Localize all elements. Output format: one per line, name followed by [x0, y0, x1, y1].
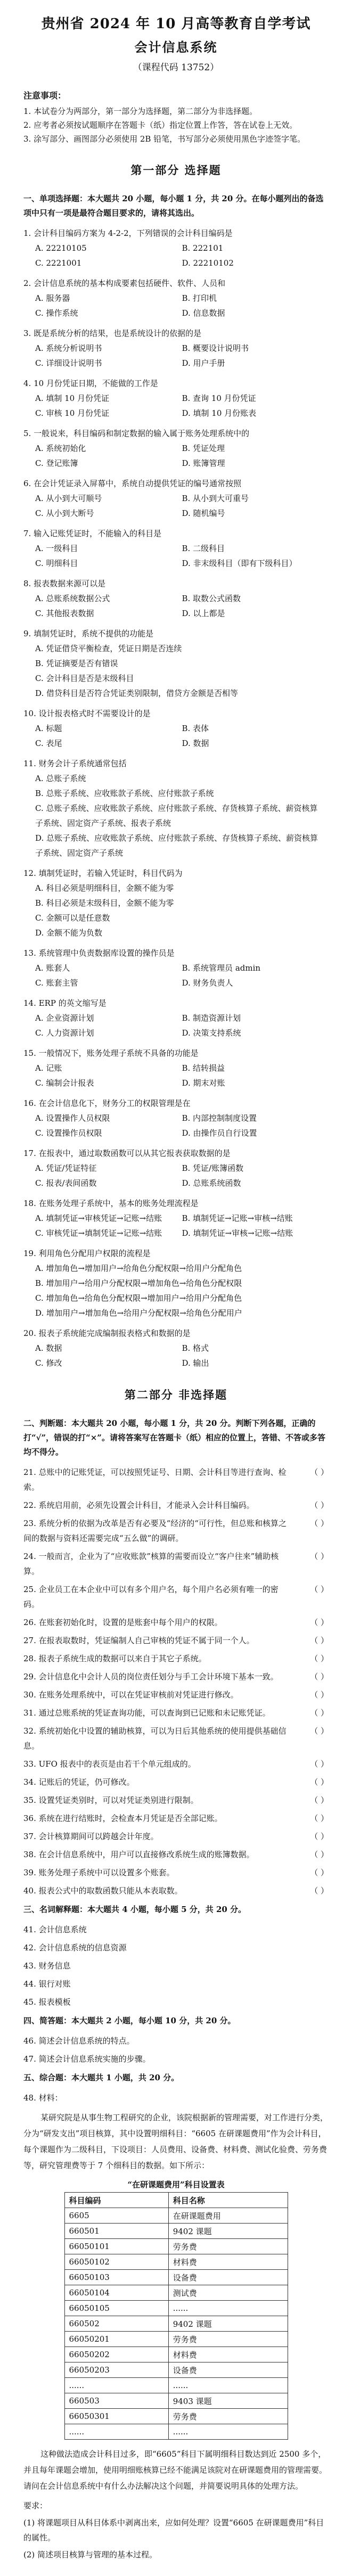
account-name-cell: 劳务费: [168, 2239, 288, 2254]
account-code-cell: 66050104: [64, 2285, 168, 2301]
option: B. 结转损益: [182, 1063, 225, 1073]
question-stem: 17. 在报表中，通过取数函数可以从其它报表获取数据的是: [23, 1148, 231, 1158]
option: D. 数据: [182, 739, 209, 748]
question-stem: 8. 报表数据来源可以是: [23, 579, 106, 588]
option-group: [23, 541, 329, 571]
option: B. 科目必须是末级科目，金额不能为零: [35, 898, 174, 908]
tf-statement: 21. 总账中的记账凭证，可以按照凭证号、日期、会计科目等进行查询、检索。: [23, 1467, 286, 1492]
question-stem: 19. 利用角色分配用户权限的流程是: [23, 1249, 151, 1258]
option: C. 详细设计说明书: [35, 358, 102, 368]
short-question: 46. 简述会计信息系统的特点。: [23, 2036, 135, 2046]
option: B. 制造资源计划: [182, 1013, 241, 1023]
account-code-cell: 660502: [64, 2316, 168, 2332]
option-group: [23, 961, 329, 990]
tf-item: [23, 1757, 329, 1771]
option: A. 从小到大可顺号: [35, 494, 102, 503]
option: A. 科目必须是明细科目，金额不能为零: [35, 883, 174, 893]
question-block: [23, 1146, 329, 1191]
short-list: [23, 2033, 329, 2066]
question-block: [23, 1246, 329, 1320]
question-stem: 5. 一般说来，科目编码和制定数据的输入属于账务处理系统中的: [23, 429, 250, 438]
question-block: [23, 326, 329, 371]
account-name-cell: ......: [168, 2424, 288, 2440]
option: D. 决策支持系统: [182, 1028, 241, 1038]
question-stem: 13. 系统管理中负责数据库设置的操作员是: [23, 948, 175, 958]
tf-item: [23, 1498, 329, 1513]
notice-list: [23, 104, 329, 146]
option: C. 总账子系统、应收账款子系统、应付账款子系统、存货核算子系统、薪资核算子系统、固定资产子系统、报表子系统: [35, 803, 318, 828]
option: D. 输出: [182, 1358, 209, 1368]
option-group: [23, 1211, 329, 1241]
account-code-cell: 66050102: [64, 2254, 168, 2270]
option: A. 一级科目: [35, 544, 78, 553]
tf-statement: 26. 在账套初始化时，设置的是账套中每个用户的权限。: [23, 1618, 223, 1627]
question-stem: 20. 报表子系统能完成编制报表格式和数据的是: [23, 1328, 191, 1338]
option: D. 信息数据: [182, 308, 225, 318]
option: B. 凭证/账簿函数: [182, 1163, 244, 1173]
tf-item: [23, 1669, 329, 1684]
requirements-title: 要求：: [23, 2501, 48, 2511]
tf-item: [23, 1865, 329, 1880]
option: D. 22210102: [182, 258, 234, 268]
option-group: [23, 771, 329, 860]
option: A. 填制凭证→审核凭证→记账→结账: [35, 1213, 162, 1223]
option: D. 以上都是: [182, 609, 225, 618]
tf-statement: 30. 在账务处理系统中，可以在凭证审核前对凭证进行修改。: [23, 1690, 239, 1700]
case-section-header: 五、综合题：本大题共 1 小题，共 20 分。: [23, 2073, 179, 2082]
account-code-cell: 6605: [64, 2208, 168, 2224]
option-group: [23, 591, 329, 621]
terms-list: [23, 1922, 329, 2009]
question-stem: 2. 会计信息系统的基本构成要素包括硬件、软件、人员和: [23, 278, 226, 288]
question-block: [23, 1196, 329, 1241]
option: B. 二级科目: [182, 544, 225, 553]
requirement-item: (2) 简述项目核算与管理的基本过程。: [23, 2550, 158, 2559]
option: C. 操作系统: [35, 308, 78, 318]
tf-statement: 35. 设置凭证类别时，可以对凭证类别进行限制。: [23, 1795, 199, 1805]
question-block: [23, 1096, 329, 1141]
table-row: [64, 2424, 288, 2440]
option: A. 系统分析说明书: [35, 343, 102, 353]
question-stem: 12. 填制凭证时，若输入凭证时，科目代码为: [23, 868, 183, 878]
option: B. 内部控制制度设置: [182, 1113, 257, 1123]
answer-bracket: （ ）: [310, 1690, 329, 1700]
option-group: [23, 881, 329, 940]
option: D. 财务负责人: [182, 978, 233, 988]
question-block: [23, 1326, 329, 1371]
option: C. 金额可以是任意数: [35, 913, 110, 923]
option: D. 期末对账: [182, 1078, 225, 1088]
account-name-cell: 在研课题费用: [168, 2208, 288, 2224]
account-code-cell: 66050101: [64, 2239, 168, 2254]
answer-bracket: （ ）: [310, 1636, 329, 1645]
account-name-cell: 设备费: [168, 2270, 288, 2285]
answer-bracket: （ ）: [310, 1726, 329, 1736]
term-item: 43. 财务信息: [23, 1961, 71, 1971]
option: C. 审核 10 月份凭证: [35, 408, 110, 418]
question-stem: 4. 10 月份凭证日期，不能做的工作是: [23, 379, 158, 388]
option: A. 填制 10 月份凭证: [35, 393, 109, 403]
course-title: 会计信息系统: [134, 39, 218, 55]
question-block: [23, 426, 329, 471]
option: C. 明细科目: [35, 559, 78, 568]
tf-item: [23, 1582, 329, 1612]
option-group: [23, 1061, 329, 1090]
option: C. 增加角色→给角色分配权限→增加用户→给用户分配角色: [35, 1293, 242, 1303]
option: D. 非末级科目（即有下级科目）: [182, 559, 297, 568]
table-header-code: 科目编码: [64, 2193, 168, 2208]
option: C. 编制会计报表: [35, 1078, 94, 1088]
option: A. 凭证/凭证特征: [35, 1163, 97, 1173]
option-group: [23, 341, 329, 371]
option: B. 取数公式函数: [182, 594, 241, 603]
question-stem: 9. 填制凭证时，系统不提供的功能是: [23, 629, 154, 638]
account-name-cell: 材料费: [168, 2347, 288, 2362]
part1-title: 第一部分 选择题: [130, 163, 222, 177]
option-group: [23, 441, 329, 471]
option-group: [23, 1161, 329, 1191]
answer-bracket: （ ）: [310, 1618, 329, 1627]
tf-section-header: 二、判断题：本大题共 20 小题，每小题 1 分，共 20 分。判断下列各题，正确的打“√”，错误的打“×”。请将答案写在答题卡（纸）相应的位置上，答错、不答或多答均不得分。: [23, 1418, 325, 1457]
term-item: 42. 会计信息系统的信息资源: [23, 1943, 127, 1952]
question-stem: 11. 财务会计子系统通常包括: [23, 759, 127, 768]
option-group: [23, 291, 329, 321]
account-name-cell: 测试费: [168, 2285, 288, 2301]
tf-statement: 23. 系统分析的依据为改革是否有必要及“经济的“可行性，但总账和核算之间的数据与资料还需要完成“五么做”的调研。: [23, 1519, 286, 1543]
option: B. 查询 10 月份凭证: [182, 393, 256, 403]
option: C. 登记账簿: [35, 458, 78, 468]
answer-bracket: （ ）: [310, 1519, 329, 1528]
option: D. 用户手册: [182, 358, 225, 368]
table-row: [64, 2332, 288, 2347]
option: C. 设置操作员权限: [35, 1128, 102, 1138]
option: C. 2221001: [35, 258, 82, 268]
option: A. 账套人: [35, 963, 70, 973]
option: B. 增加用户→给用户分配权限→增加角色→给角色分配权限: [35, 1278, 242, 1288]
option: B. 填制凭证→记账→审核→结账: [182, 1213, 293, 1223]
tf-item: [23, 1847, 329, 1862]
table-row: [64, 2254, 288, 2270]
option: A. 总账子系统: [35, 774, 86, 783]
answer-bracket: （ ）: [310, 1654, 329, 1663]
option: D. 借贷科目是否符合凭证类别限制，借贷方金额是否相等: [35, 688, 239, 698]
account-code-cell: 66050203: [64, 2362, 168, 2378]
requirements-list: [23, 2515, 329, 2562]
option: D. 总账系统函数: [182, 1178, 241, 1188]
option: A. 设置操作人员权限: [35, 1113, 110, 1123]
account-code-cell: 660503: [64, 2393, 168, 2409]
table-row: [64, 2239, 288, 2254]
question-block: [23, 866, 329, 940]
question-block: [23, 706, 329, 751]
account-code-cell: 66050201: [64, 2332, 168, 2347]
option: A. 数据: [35, 1343, 62, 1353]
option: A. 凭证借贷平衡检查，凭证日期是否连续: [35, 644, 182, 653]
tf-statement: 27. 在报表取数时，凭证编制人自己审核的凭证不属于同一个人。: [23, 1636, 255, 1645]
option: D. 增加用户→增加角色→给用户分配权限→给角色分配用户: [35, 1308, 242, 1318]
option: D. 总账子系统、应收账款子系统、应付账款子系统、存货核算子系统、薪资核算子系统、固定资产子系统: [35, 833, 318, 858]
option: D. 由操作员自行设置: [182, 1128, 257, 1138]
question-block: [23, 626, 329, 701]
tf-statement: 32. 系统初始化中设置的辅助核算，可以为日后其他系统的使用提供基础信息。: [23, 1726, 286, 1751]
tf-item: [23, 1775, 329, 1790]
option: A. 增加角色→增加用户→给角色分配权限→给用户分配角色: [35, 1264, 242, 1273]
account-name-cell: 劳务费: [168, 2409, 288, 2424]
table-row: [64, 2409, 288, 2424]
tf-item: [23, 1615, 329, 1630]
table-body: [64, 2208, 288, 2440]
tf-statement: 39. 账务处理子系统中可以设置多个账套。: [23, 1868, 175, 1877]
terms-section-header: 三、名词解释题：本大题共 4 小题，每小题 5 分，共 20 分。: [23, 1905, 247, 1914]
question-block: [23, 756, 329, 860]
tf-item: [23, 1633, 329, 1648]
question-stem: 10. 设计报表格式时不需要设计的是: [23, 709, 151, 718]
option-group: [23, 1261, 329, 1320]
option: C. 会计科目是否是末级科目: [35, 674, 134, 683]
question-block: [23, 226, 329, 270]
option: B. 凭证处理: [182, 444, 225, 453]
notice-title: 注意事项：: [23, 91, 67, 101]
option-group: [23, 1341, 329, 1371]
account-code-cell: 66050103: [64, 2270, 168, 2285]
tf-statement: 37. 会计核算期间可以跨越会计年度。: [23, 1832, 159, 1841]
question-block: [23, 576, 329, 621]
option: C. 人力资源计划: [35, 1028, 94, 1038]
option-group: [23, 1111, 329, 1141]
option: D. 金额不能为负数: [35, 928, 103, 938]
option: C. 修改: [35, 1358, 62, 1368]
mcq-list: [23, 226, 329, 1371]
option: A. 22210105: [35, 243, 87, 253]
question-stem: 14. ERP 的英文缩写是: [23, 998, 107, 1008]
tf-item: [23, 1883, 329, 1898]
account-name-cell: 9402 课题: [168, 2224, 288, 2239]
option: B. 系统管理员 admin: [182, 963, 261, 973]
table-row: [64, 2224, 288, 2239]
account-code-cell: ......: [64, 2378, 168, 2393]
tf-item: [23, 1793, 329, 1808]
table-row: [64, 2285, 288, 2301]
question-stem: 7. 输入记账凭证时，不能输入的科目是: [23, 529, 162, 538]
question-stem: 1. 会计科目编码方案为 4-2-2，下列错误的会计科目编码是: [23, 228, 233, 238]
answer-bracket: （ ）: [310, 1759, 329, 1769]
table-row: [64, 2362, 288, 2378]
option: C. 从小到大断号: [35, 508, 94, 518]
option: B. 格式: [182, 1343, 209, 1353]
tf-statement: 36. 系统在进行结账时，会检查本月凭证是否全部记账。: [23, 1814, 223, 1823]
option: D. 填制 10 月份账表: [182, 408, 257, 418]
question-block: [23, 476, 329, 521]
tf-item: [23, 1516, 329, 1546]
question-block: [23, 946, 329, 990]
answer-bracket: （ ）: [310, 1672, 329, 1681]
case-number: 48. 材料：: [23, 2093, 63, 2103]
table-row: [64, 2393, 288, 2409]
option: C. 其他报表数据: [35, 609, 94, 618]
answer-bracket: （ ）: [310, 1850, 329, 1859]
option: A. 系统初始化: [35, 444, 86, 453]
option: A. 总账系统数据公式: [35, 594, 110, 603]
table-row: [64, 2208, 288, 2224]
answer-bracket: （ ）: [310, 1832, 329, 1841]
answer-bracket: （ ）: [310, 1552, 329, 1561]
table-header-row: [64, 2193, 288, 2208]
tf-statement: 25. 企业员工在本企业中可以有多个用户名，每个用户名必须有唯一的密码。: [23, 1585, 279, 1609]
tf-item: [23, 1465, 329, 1495]
question-block: [23, 376, 329, 421]
account-name-cell: ......: [168, 2301, 288, 2316]
table-row: [64, 2316, 288, 2332]
account-name-cell: ......: [168, 2378, 288, 2393]
option-group: [23, 241, 329, 270]
option: C. 表尾: [35, 739, 62, 748]
account-name-cell: 劳务费: [168, 2332, 288, 2347]
option-group: [23, 491, 329, 521]
requirement-item: (1) 将课题项目从科目体系中剥离出来，应如何处理？设置“6605 在研课题费用”科目的属性。: [23, 2518, 324, 2542]
account-name-cell: 设备费: [168, 2362, 288, 2378]
notice-line: 2. 应考者必须按试题顺序在答题卡（纸）指定位置上作答，答在试卷上无效。: [23, 120, 298, 130]
course-code: （课程代码 13752）: [133, 62, 219, 73]
option: B. 总账子系统、应收账款子系统、应付账款子系统: [35, 789, 214, 798]
tf-statement: 28. 报表子系统生成的数据可以来自于其它子系统。: [23, 1654, 207, 1663]
account-code-cell: 660501: [64, 2224, 168, 2239]
option: B. 表体: [182, 724, 209, 733]
option: D. 账簿管理: [182, 458, 225, 468]
option: B. 222101: [182, 243, 224, 253]
notice-line: 3. 涂写部分、画图部分必须使用 2B 铅笔，书写部分必须使用黑色字迹签字笔。: [23, 134, 306, 144]
question-block: [23, 1046, 329, 1090]
term-item: 41. 会计信息系统: [23, 1925, 87, 1934]
option: C. 审核凭证→填制凭证→记账→结账: [35, 1228, 162, 1238]
question-stem: 16. 在会计信息化下，财务分工的权限管理是在: [23, 1098, 191, 1108]
account-code-table: [64, 2192, 288, 2440]
tf-statement: 29. 会计信息化中会计人员的岗位责任划分与手工会计环境下基本一致。: [23, 1672, 279, 1681]
option: C. 账套主管: [35, 978, 78, 988]
option-group: [23, 1011, 329, 1040]
option: B. 打印机: [182, 293, 217, 303]
question-stem: 18. 在账务处理子系统中，基本的账务处理流程是: [23, 1199, 199, 1208]
tf-list: [23, 1465, 329, 1898]
table-row: [64, 2378, 288, 2393]
tf-item: [23, 1687, 329, 1702]
tf-statement: 40. 报表公式中的取数函数只能从本表取数。: [23, 1886, 183, 1896]
table-row: [64, 2270, 288, 2285]
tf-item: [23, 1651, 329, 1666]
tf-statement: 22. 系统启用前，必须先设置会计科目，才能录入会计科目编码。: [23, 1500, 255, 1510]
tf-item: [23, 1549, 329, 1579]
tf-item: [23, 1724, 329, 1753]
answer-bracket: （ ）: [310, 1467, 329, 1477]
tf-item: [23, 1705, 329, 1720]
mcq-section-header: 一、单项选择题：本大题共 20 小题，每小题 1 分，共 20 分。在每小题列出的备选项中只有一项是最符合题目要求的，请将其选出。: [23, 194, 324, 218]
case-table-title: “在研课题费用”科目设置表: [127, 2180, 225, 2189]
option: C. 报表/表间函数: [35, 1178, 97, 1188]
option: A. 标题: [35, 724, 62, 733]
question-stem: 3. 既是系统分析的结果，也是系统设计的依据的是: [23, 329, 202, 338]
account-code-cell: ......: [64, 2424, 168, 2440]
question-block: [23, 276, 329, 321]
question-stem: 6. 在会计凭证录入屏幕中，系统自动提供凭证的编号通常按照: [23, 479, 242, 488]
tf-item: [23, 1829, 329, 1844]
account-name-cell: 9402 课题: [168, 2316, 288, 2332]
option: D. 填制凭证→审核→记账→结账: [182, 1228, 293, 1238]
account-code-cell: 66050105: [64, 2301, 168, 2316]
tf-statement: 33. UFO 报表中的表页是由若干个单元组成的。: [23, 1759, 196, 1769]
table-row: [64, 2301, 288, 2316]
notice-line: 1. 本试卷分为两部分，第一部分为选择题，第二部分为非选择题。: [23, 106, 258, 116]
answer-bracket: （ ）: [310, 1868, 329, 1877]
option: B. 从小到大可重号: [182, 494, 249, 503]
account-name-cell: 9403 课题: [168, 2393, 288, 2409]
tf-statement: 31. 通过总账系统的凭证查询功能，可以查询到已记账和未记账凭证。: [23, 1708, 271, 1718]
account-name-cell: 材料费: [168, 2254, 288, 2270]
account-code-cell: 66050301: [64, 2409, 168, 2424]
tf-item: [23, 1811, 329, 1826]
option: A. 服务器: [35, 293, 70, 303]
case-intro: 某研究院是从事生物工程研究的企业，该院根据新的管理需要，对工作进行分类，分为“研发支出”项目核算，其中设置明细科目：“6605 在研课题费用”作为会计科目，每个课题作为二级科目，下设项目：人员费用、设备费、材料费、测试化验费、劳务费等，研究管理费等于 7 个细科目的数据。如下所示：: [23, 2113, 329, 2170]
answer-bracket: （ ）: [310, 1500, 329, 1510]
answer-bracket: （ ）: [310, 1795, 329, 1805]
question-block: [23, 996, 329, 1040]
answer-bracket: （ ）: [310, 1886, 329, 1896]
term-item: 45. 报表模板: [23, 1997, 71, 2007]
answer-bracket: （ ）: [310, 1777, 329, 1787]
tf-statement: 24. 一般而言，企业为了“应收账款”核算的需要而设立“客户往来”辅助核算。: [23, 1552, 279, 1576]
option-group: [23, 391, 329, 421]
tf-statement: 38. 在会计信息系统中，用户可以直接修改系统生成的账簿数据。: [23, 1850, 255, 1859]
term-item: 44. 银行对账: [23, 1979, 71, 1989]
option-group: [23, 641, 329, 701]
answer-bracket: （ ）: [310, 1585, 329, 1594]
option-group: [23, 721, 329, 751]
tf-statement: 34. 记账后的凭证，仍可修改。: [23, 1777, 135, 1787]
table-header-name: 科目名称: [168, 2193, 288, 2208]
option: B. 概要设计说明书: [182, 343, 249, 353]
option: A. 企业资源计划: [35, 1013, 94, 1023]
option: B. 凭证摘要是否有错误: [35, 659, 118, 668]
question-stem: 15. 一般情况下，账务处理子系统不具备的功能是: [23, 1048, 199, 1058]
short-question: 47. 简述会计信息系统实施的步骤。: [23, 2054, 151, 2064]
table-row: [64, 2347, 288, 2362]
account-code-cell: 66050202: [64, 2347, 168, 2362]
case-question: 这种做法造成会计科目过多，即“6605”科目下属明细科目数达到近 2500 多个，并且每年课题会增加，使用明细账核算已经不能满足该院对在研课题费用的管理需要。请问在会计信息系统中有什么办法解决这个问题，并简要说明具体的处理方法。: [23, 2449, 328, 2491]
question-block: [23, 526, 329, 571]
short-section-header: 四、简答题：本大题共 2 小题，每小题 10 分，共 20 分。: [23, 2016, 236, 2025]
part2-title: 第二部分 非选择题: [124, 1388, 228, 1401]
answer-bracket: （ ）: [310, 1708, 329, 1718]
answer-bracket: （ ）: [310, 1814, 329, 1823]
exam-title: 贵州省 2024 年 10 月高等教育自学考试: [41, 16, 311, 32]
option: A. 记账: [35, 1063, 62, 1073]
option: D. 随机编号: [182, 508, 225, 518]
